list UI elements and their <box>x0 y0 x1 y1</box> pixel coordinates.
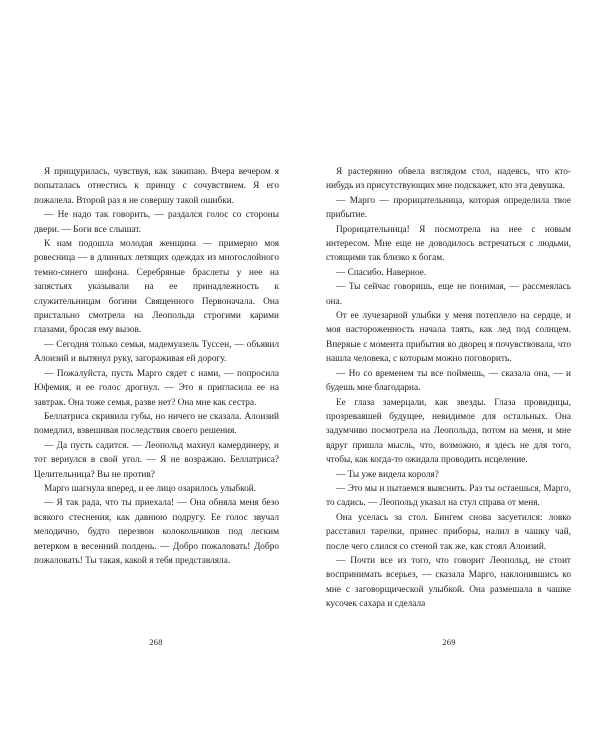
right-page-number: 269 <box>442 637 456 647</box>
paragraph: — Спасибо. Наверное. <box>336 267 427 278</box>
paragraph: — Пожалуйста, пусть Марго сядет с нами, — попросила Юфемия, и ее голос дрогнул. — Это я пригласила ее на завтрак. Она тоже семья, разве нет? Она мне как сестра. <box>34 368 279 408</box>
paragraph: Я прищурилась, чувствуя, как закипаю. Вчера вечером я попыталась отнестись к принцу с сочувствием. Я его пожалела. Второй раз я не совершу такой ошибки. <box>34 167 279 206</box>
paragraph: Марго шагнула вперед, и ее лицо озарилось улыбкой. <box>44 483 257 494</box>
paragraph: Она уселась за стол. Бингем снова засуетился: ловко расставил тарелки, принес приборы, налил в чашку чай, после чего слился со стеной так же, как стоял Алоизий. <box>326 512 571 552</box>
paragraph: К нам подошла молодая женщина — примерно моя ровесница — в длинных летящих одеждах из многослойного темно-синего шифона. Серебряные браслеты у нее на запястьях указывали на ее принадлежность к служительницам богини Священного Первоначала. Она пристально смотрела на Леопольда строгими карими глазами, бросая ему вызов. <box>34 239 279 336</box>
paragraph: — Ты сейчас говоришь, еще не понимая, — рассмеялась она. <box>326 282 571 307</box>
paragraph: Прорицательница! Я посмотрела на нее с новым интересом. Мне еще не доводилось встречаться с людьми, стоящими так близко к богам. <box>326 224 571 264</box>
paragraph: — Марго — прорицательница, которая определила твое прибытие. <box>326 195 571 221</box>
paragraph: Беллатриса скривила губы, но ничего не сказала. Алоизий помедлил, взвешивая последствия своего решения. <box>34 411 279 437</box>
paragraph: — Почти все из того, что говорит Леопольд, не стоит воспринимать всерьез, — сказала Марго, наклонившись ко мне с заговорщической улыбкой. Она размешала в чашке кусочек сахара и сделала <box>326 555 571 610</box>
paragraph: — Ты уже видела короля? <box>336 469 439 480</box>
paragraph: — Да пусть садится. — Леопольд махнул камердинеру, и тот вернулся в свой угол. — Я не возражаю. Беллатриса? Целительница? Вы не против? <box>34 440 279 480</box>
paragraph: От ее лучезарной улыбки у меня потеплело на сердце, и моя настороженность начала таять, как лед под солнцем. Впервые с момента прибытия во дворец я почувствовала, что нашла человека, с которым можно поговорить. <box>326 311 571 365</box>
paragraph: Ее глаза замерцали, как звезды. Глаза провидицы, прозревавшей будущее, невидимое для остальных. Она задумчиво посмотрела на Леопольда, потом на меня, и мне вдруг пришла мысль, что, возможно, я здесь не для того, чтобы, как когда-то ожидала проводить исцеление. <box>326 397 571 466</box>
paragraph: — Но со временем ты все поймешь, — сказала она, — и будешь мне благодарна. <box>326 368 571 394</box>
paragraph: Я растерянно обвела взглядом стол, надеясь, что кто-нибудь из присутствующих мне подскажет, кто эта девушка. <box>326 167 571 192</box>
right-page-text <box>326 165 571 612</box>
paragraph: — Не надо так говорить, — раздался голос со стороны двери. — Боги все слышат. <box>34 210 279 235</box>
left-page-text <box>34 165 279 568</box>
paragraph: — Это мы и пытаемся выяснить. Раз ты остаешься, Марго, то садись. — Леопольд указал на стул справа от меня. <box>326 483 571 509</box>
left-page-number: 268 <box>149 637 163 647</box>
paragraph: — Сегодня только семья, мадемуазель Туссен, — объявил Алоизий и вытянул руку, загораживая ей дорогу. <box>34 339 279 365</box>
paragraph: — Я так рада, что ты приехала! — Она обняла меня безо всякого стеснения, как давнюю подругу. Ее голос звучал мелодично, будто перезвон колокольчиков под легким ветерком в весенний полдень. — Добро пожаловать! Добро пожаловать! Ты такая, какой я тебя представляла. <box>34 498 279 566</box>
